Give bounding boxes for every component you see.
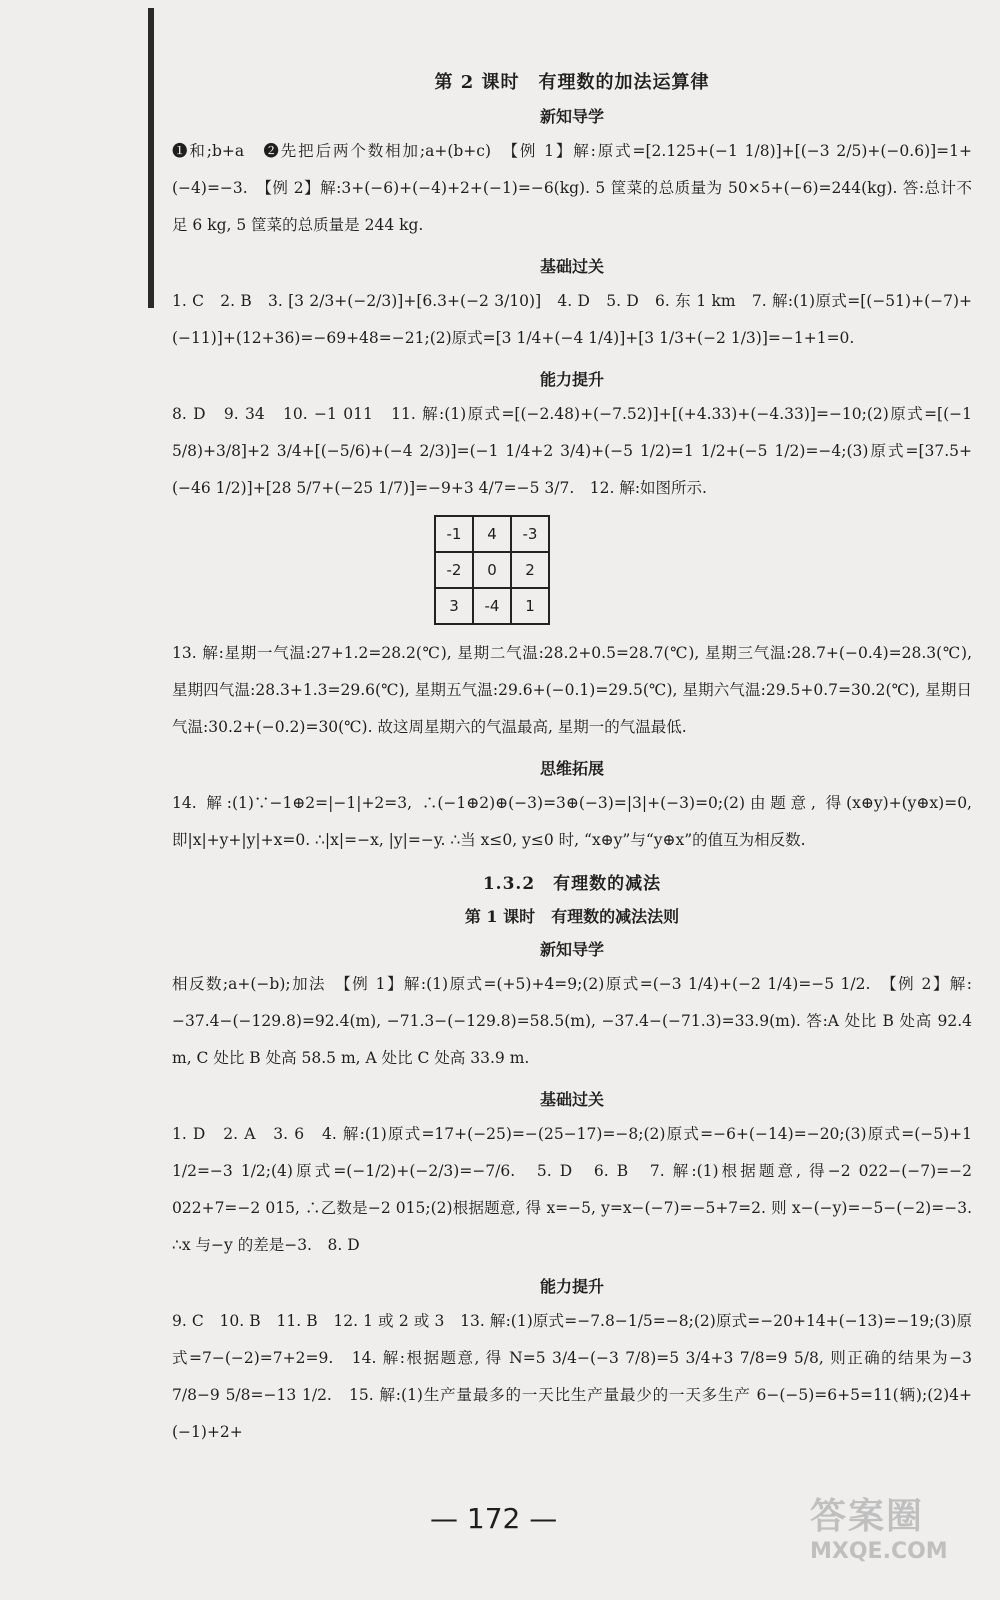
section-heading-ability-2: 能力提升 — [539, 1277, 604, 1296]
grid-row — [435, 516, 549, 552]
grid-cell: -3 — [511, 516, 549, 552]
magic-square-grid — [434, 515, 550, 625]
watermark-text: 答案圈 — [810, 1496, 925, 1537]
paragraph-basic-2: 1. D 2. A 3. 6 4. 解:(1)原式=17+(−25)=−(25−17)=−8;(2)原式=−6+(−14)=−20;(3)原式=(−5)+1 1/2=−3 1/2;(4)原式=(−1/2)+(−2/3)=−7/6. 5. D 6. B 7. 解:(1)根据题意, 得−2 022−(−7)=−2 022+7=−2 015, ∴乙数是−2 015;(2)根据题意, 得 x=−5, y=x−(−7)=−5+7=2. 则 x−(−y)=−5−(−2)=−3. ∴x 与−y 的差是−3. 8. D — [172, 1125, 972, 1254]
paragraph-thinking: 14. 解:(1)∵−1⊕2=|−1|+2=3, ∴(−1⊕2)⊕(−3)=3⊕(−3)=|3|+(−3)=0;(2)由题意, 得(x⊕y)+(y⊕x)=0, 即|x|+y+|y|+x=0. ∴|x|=−x, |y|=−y. ∴当 x≤0, y≤0 时, “x⊕y”与“y⊕x”的值互为相反数. — [172, 794, 972, 849]
paragraph-new-knowledge-2: 相反数;a+(−b);加法 【例 1】解:(1)原式=(+5)+4=9;(2)原式=(−3 1/4)+(−2 1/4)=−5 1/2. 【例 2】解:−37.4−(−129.8)=92.4(m), −71.3−(−129.8)=58.5(m), −37.4−(−71.3)=33.9(m). 答:A 处比 B 处高 92.4 m, C 处比 B 处高 58.5 m, A 处比 C 处高 33.9 m. — [172, 975, 972, 1067]
grid-cell: 4 — [473, 516, 511, 552]
paragraph-q13: 13. 解:星期一气温:27+1.2=28.2(℃), 星期二气温:28.2+0.5=28.7(℃), 星期三气温:28.7+(−0.4)=28.3(℃), 星期四气温:28.3+1.3=29.6(℃), 星期五气温:29.6+(−0.1)=29.5(℃), 星期六气温:29.5+0.7=30.2(℃), 星期日气温:30.2+(−0.2)=30(℃). 故这周星期六的气温最高, 星期一的气温最低. — [172, 644, 972, 736]
paragraph-basic: 1. C 2. B 3. [3 2/3+(−2/3)]+[6.3+(−2 3/10)] 4. D 5. D 6. 东 1 km 7. 解:(1)原式=[(−51)+(−7)+(−11)]+(12+36)=−69+48=−21;(2)原式=[3 1/4+(−4 1/4)]+[3 1/3+(−2 1/3)]=−1+1=0. — [172, 292, 972, 347]
watermark-url: MXQE.COM — [810, 1539, 948, 1564]
grid-row — [435, 588, 549, 624]
watermark-logo — [810, 1488, 948, 1564]
grid-cell: 3 — [435, 588, 473, 624]
page-binding-edge — [148, 8, 154, 308]
section-heading-basic-2: 基础过关 — [539, 1090, 604, 1109]
grid-cell: -2 — [435, 552, 473, 588]
section-heading-ability: 能力提升 — [539, 370, 604, 389]
page-number: — 172 — — [430, 1502, 558, 1535]
grid-cell: -1 — [435, 516, 473, 552]
answer-page — [172, 50, 972, 1451]
section-heading-new: 新知导学 — [539, 107, 604, 126]
grid-row — [435, 552, 549, 588]
paragraph-new-knowledge: ❶和;b+a ❷先把后两个数相加;a+(b+c) 【例 1】解:原式=[2.125+(−1 1/8)]+[(−3 2/5)+(−0.6)]=1+(−4)=−3. 【例 2】解:3+(−6)+(−4)+2+(−1)=−6(kg). 5 筐菜的总质量为 50×5+(−6)=244(kg). 答:总计不足 6 kg, 5 筐菜的总质量是 244 kg. — [172, 142, 972, 234]
paragraph-ability-2: 9. C 10. B 11. B 12. 1 或 2 或 3 13. 解:(1)原式=−7.8−1/5=−8;(2)原式=−20+14+(−13)=−19;(3)原式=7−(−2)=7+2=9. 14. 解:根据题意, 得 N=5 3/4−(−3 7/8)=5 3/4+3 7/8=9 5/8, 则正确的结果为−3 7/8−9 5/8=−13 1/2. 15. 解:(1)生产量最多的一天比生产量最少的一天多生产 6−(−5)=6+5=11(辆);(2)4+(−1)+2+ — [172, 1312, 972, 1441]
section-title: 1.3.2 有理数的减法 — [482, 874, 662, 894]
section-heading-new-2: 新知导学 — [539, 940, 604, 959]
section-heading-basic: 基础过关 — [539, 257, 604, 276]
paragraph-ability: 8. D 9. 34 10. −1 011 11. 解:(1)原式=[(−2.48)+(−7.52)]+[(+4.33)+(−4.33)]=−10;(2)原式=[(−1 5/8)+3/8]+2 3/4+[(−5/6)+(−4 2/3)]=(−1 1/4+2 3/4)+(−5 1/2)=1 1/2+(−5 1/2)=−4;(3)原式=[37.5+(−46 1/2)]+[28 5/7+(−25 1/7)]=−9+3 4/7=−5 3/7. 12. 解:如图所示. — [172, 405, 972, 497]
grid-cell: -4 — [473, 588, 511, 624]
section-heading-thinking: 思维拓展 — [539, 759, 604, 778]
grid-cell: 1 — [511, 588, 549, 624]
grid-cell: 2 — [511, 552, 549, 588]
grid-cell: 0 — [473, 552, 511, 588]
lesson-title: 第 2 课时 有理数的加法运算律 — [434, 72, 710, 93]
lesson-title-2: 第 1 课时 有理数的减法法则 — [464, 907, 680, 926]
